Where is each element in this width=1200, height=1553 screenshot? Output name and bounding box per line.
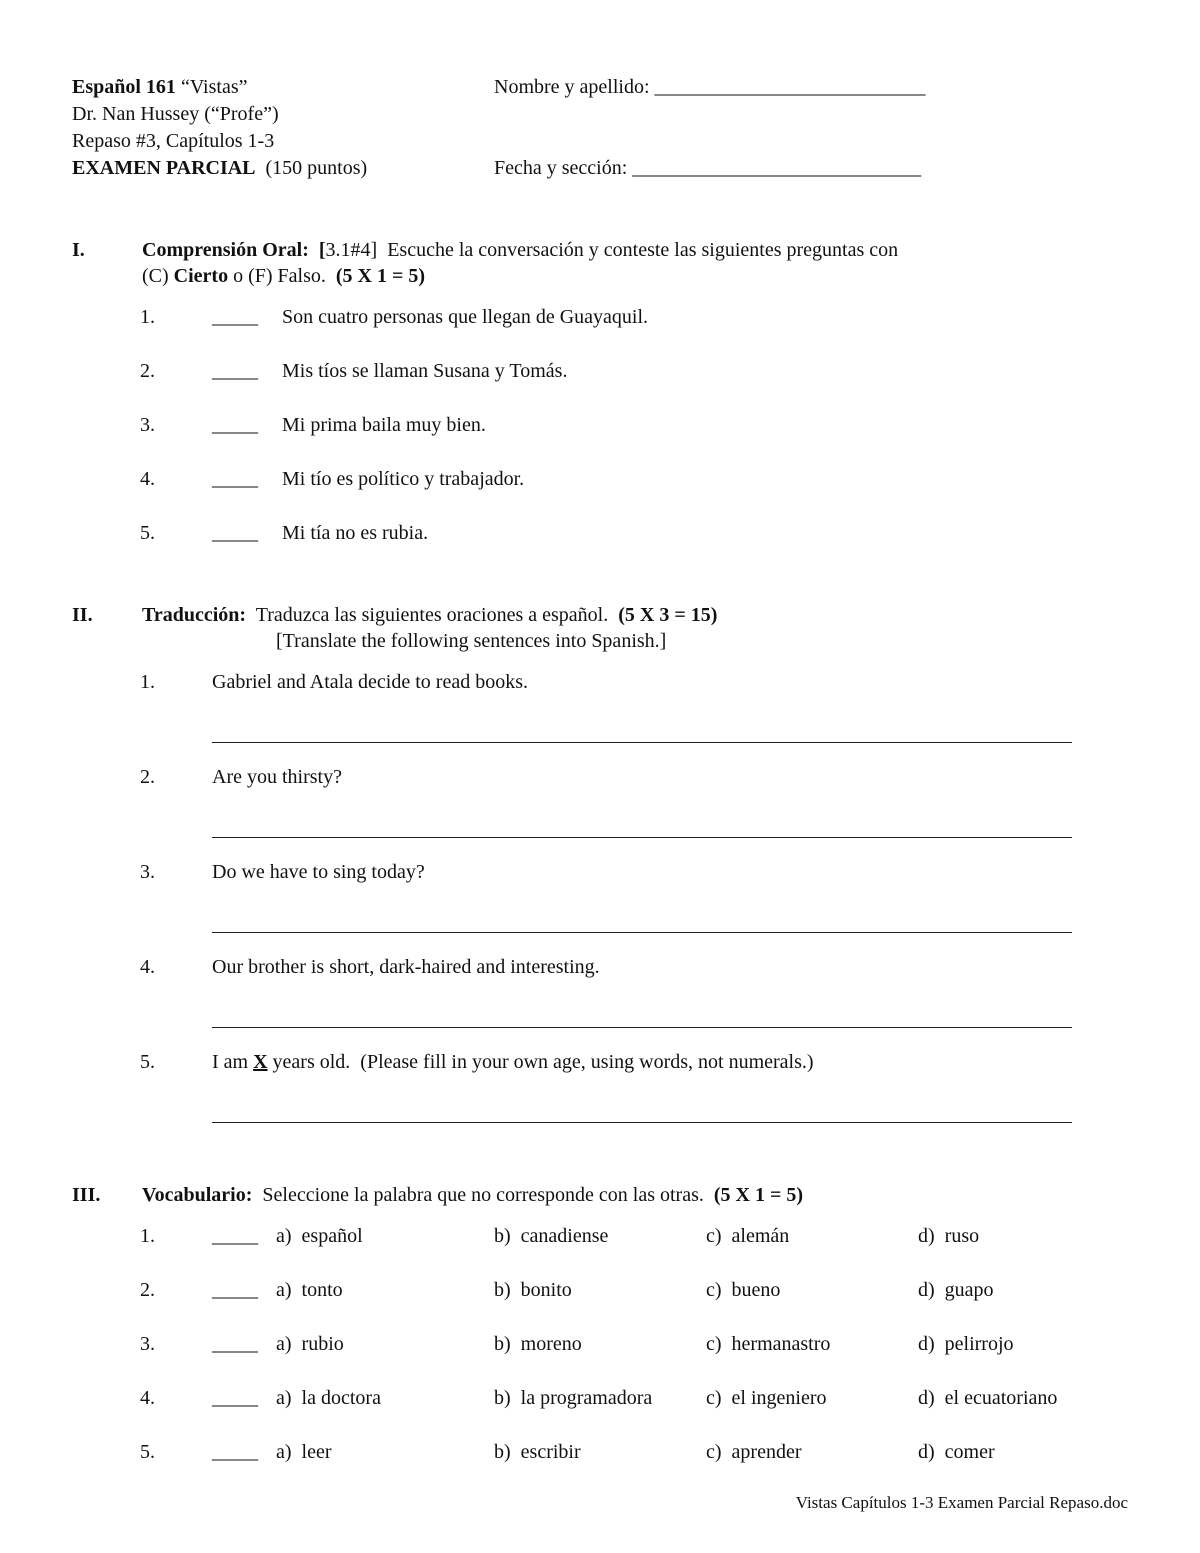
footer-filename: Vistas Capítulos 1-3 Examen Parcial Repaso.doc bbox=[795, 1493, 1128, 1512]
list-item: 1. _____ a) español b) canadiense c) alemán d) ruso bbox=[140, 1225, 980, 1247]
exam-page: Español 161 “Vistas” Dr. Nan Hussey (“Profe”) Repaso #3, Capítulos 1-3 EXAMEN PARCIAL (150 puntos) Nombre y apellido: ______________________________ Fecha y sección: ________________________________ I. Comprensión Oral: [3.1#4] Escuche la conversación y conteste las siguientes preguntas con (C) Cierto o (F) Falso. (5 X 1 = 5) 1. _____ Son cuatro personas que llegan de Guayaquil. 2. _____ Mis tíos se llaman Susana y Tomás. 3. _____ Mi prima baila muy bien. 4. _____ Mi tío es político y trabajador. 5. _____ Mi tía no es rubia. II. Traducción: Traduzca las siguientes oraciones a español. (5 X 3 = 15) [Translate the following sentences into Spanish.] 1. Gabriel and Atala decide to read books. 2. Are you thirsty? 3. Do we have to sing today? 4. Our brother is short, dark-haired and interesting. 5. I am X years old. (Please fill in your own age, using words, not numerals.) III. Vocabulario: Seleccione la palabra que no corresponde con las otras. (5 X 1 = 5) 1. _____ a) español b) canadiense c) alemán d) ruso 2. _____ a) tonto b) bonito c) bueno d) guapo 3. _____ a) rubio b) moreno c) hermanastro d) pelirrojo 4. _____ a) la doctora b) la programadora c) el ingeniero d) el ecuatoriano 5. _____ a) leer b) escribir c) aprender d) comer Vistas Capítulos 1-3 Examen Parcial Repaso.doc bbox=[0, 0, 1200, 1553]
section-1-instruction: (C) Cierto o (F) Falso. (5 X 1 = 5) bbox=[142, 265, 426, 287]
answer-blank[interactable]: _____ bbox=[212, 1441, 257, 1463]
course-title: Español 161 “Vistas” bbox=[72, 76, 248, 98]
answer-line[interactable] bbox=[212, 1122, 1072, 1123]
answer-line[interactable] bbox=[212, 742, 1072, 743]
section-3-heading: Vocabulario: Seleccione la palabra que no corresponde con las otras. (5 X 1 = 5) bbox=[142, 1184, 804, 1206]
list-item: 2. _____ a) tonto b) bonito c) bueno d) guapo bbox=[140, 1279, 994, 1301]
instructor-name: Dr. Nan Hussey (“Profe”) bbox=[72, 103, 279, 125]
answer-blank[interactable]: _____ bbox=[212, 1333, 257, 1355]
answer-blank[interactable]: _____ bbox=[212, 522, 257, 544]
list-item: 5. _____ a) leer b) escribir c) aprender d) comer bbox=[140, 1441, 995, 1463]
section-3-number: III. bbox=[72, 1184, 101, 1206]
answer-line[interactable] bbox=[212, 932, 1072, 933]
date-section-field[interactable]: Fecha y sección: ________________________________ bbox=[494, 157, 921, 179]
name-field[interactable]: Nombre y apellido: ______________________________ bbox=[494, 76, 925, 98]
answer-blank[interactable]: _____ bbox=[212, 1225, 257, 1247]
section-2-number: II. bbox=[72, 604, 93, 626]
section-2-translation-note: [Translate the following sentences into Spanish.] bbox=[276, 630, 667, 652]
answer-blank[interactable]: _____ bbox=[212, 1279, 257, 1301]
age-placeholder-x: X bbox=[253, 1051, 268, 1073]
answer-blank[interactable]: _____ bbox=[212, 1387, 257, 1409]
review-label: Repaso #3, Capítulos 1-3 bbox=[72, 130, 275, 152]
answer-line[interactable] bbox=[212, 837, 1072, 838]
list-item: 4. _____ a) la doctora b) la programadora c) el ingeniero d) el ecuatoriano bbox=[140, 1387, 1058, 1409]
answer-line[interactable] bbox=[212, 1027, 1072, 1028]
list-item: 3. _____ a) rubio b) moreno c) hermanastro d) pelirrojo bbox=[140, 1333, 1014, 1355]
exam-label: EXAMEN PARCIAL (150 puntos) bbox=[72, 157, 368, 179]
answer-blank[interactable]: _____ bbox=[212, 468, 257, 490]
answer-blank[interactable]: _____ bbox=[212, 360, 257, 382]
section-2-heading: Traducción: Traduzca las siguientes oraciones a español. (5 X 3 = 15) bbox=[142, 604, 718, 626]
section-1-heading: Comprensión Oral: [3.1#4] Escuche la conversación y conteste las siguientes preguntas con bbox=[142, 239, 899, 261]
section-1-number: I. bbox=[72, 239, 85, 261]
answer-blank[interactable]: _____ bbox=[212, 306, 257, 328]
answer-blank[interactable]: _____ bbox=[212, 414, 257, 436]
